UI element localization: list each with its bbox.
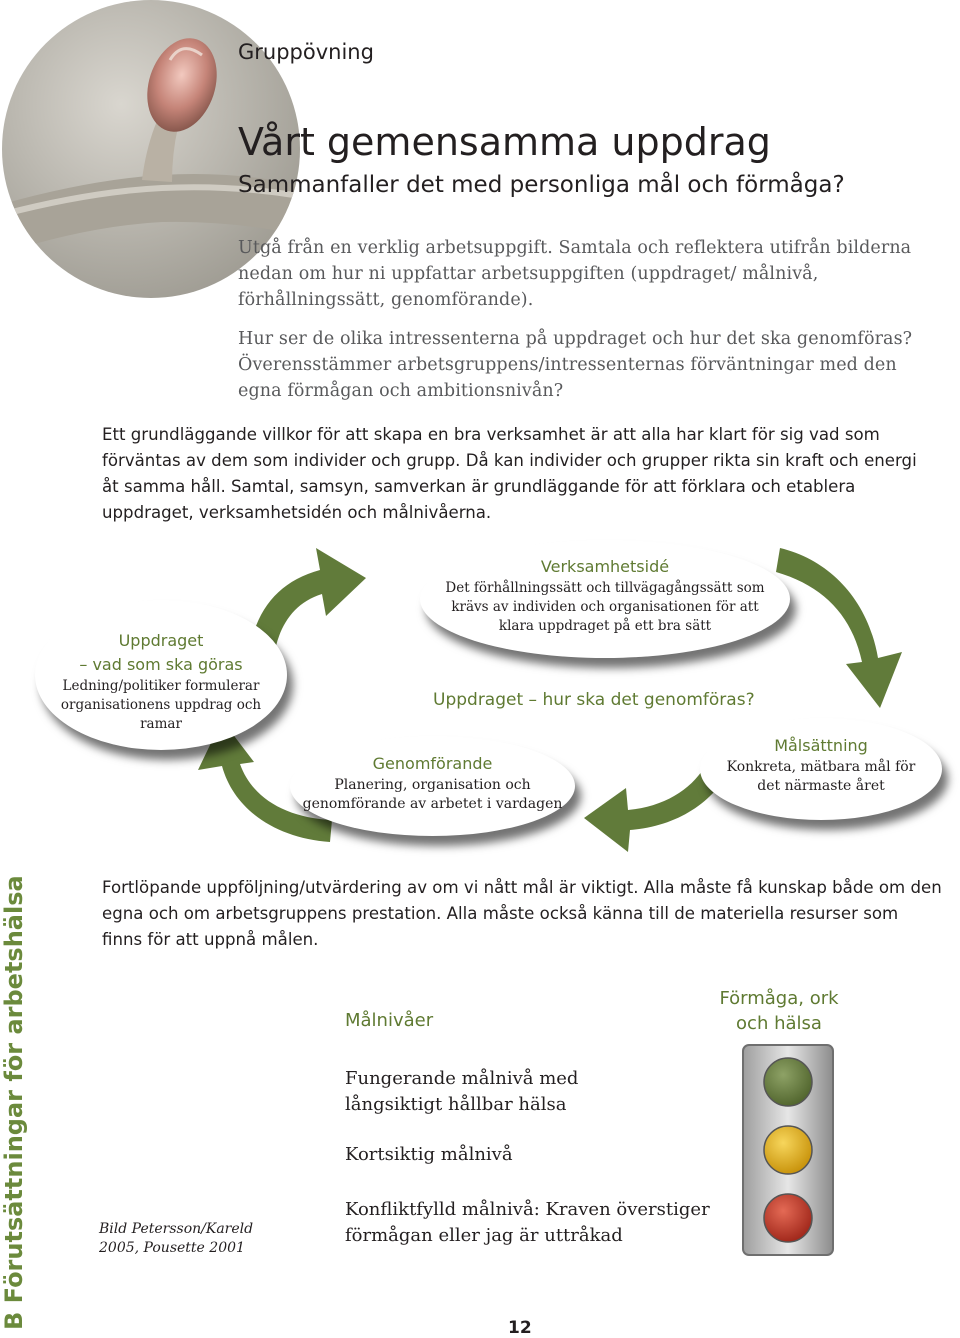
- traffic-light-label: Förmåga, ork och hälsa: [719, 988, 839, 1034]
- ellipse-malsattning: [700, 718, 942, 820]
- uppdraget-body: Ledning/politiker formulerar organisationens uppdrag och ramar: [60, 678, 262, 732]
- page-subtitle: Sammanfaller det med personliga mål och förmåga?: [238, 172, 845, 198]
- section-label: Gruppövning: [238, 40, 374, 64]
- yellow-light: [764, 1126, 812, 1174]
- side-label-container: [0, 810, 34, 1330]
- center-label: Uppdraget – hur ska det genomföras?: [433, 690, 755, 710]
- goal-level-yellow: Kortsiktig målnivå: [345, 1144, 513, 1165]
- malsattning-heading: Målsättning: [774, 736, 868, 755]
- image-source-credit: Bild Petersson/Kareld 2005, Pousette 2001: [99, 1221, 254, 1256]
- intro-paragraph: Utgå från en verklig arbetsuppgift. Samtala och reflektera utifrån bilderna nedan om hur ni uppfattar arbetsuppgiften (uppdraget/ målnivå, förhållningssätt, genomförande).: [238, 238, 912, 310]
- green-light: [764, 1058, 812, 1106]
- verksamhetside-body: Det förhållningssätt och tillvägagångssätt som krävs av individen och organisationen för att klara uppdraget på ett bra sätt: [445, 580, 765, 634]
- goal-level-green: Fungerande målnivå med långsiktigt hållbar hälsa: [345, 1068, 579, 1115]
- followup-paragraph: Fortlöpande uppföljning/utvärdering av om vi nått mål är viktigt. Alla måste få kunskap både om den egna och om arbetsgruppens prestation. Alla måste också känna till de materiella resurser som finns för att uppnå målen.: [102, 878, 942, 949]
- body-paragraph: Ett grundläggande villkor för att skapa en bra verksamhet är att alla har klart för sig vad som förväntas av dem som individer och grupp. Då kan individer och grupper rikta sin kraft och energi åt samma håll. Samtal, samsyn, samverkan är grundläggande för att förklara och etablera uppdraget, verksamhetsidén och målnivåerna.: [102, 425, 917, 522]
- arrow-down-right: [776, 548, 902, 708]
- ellipse-uppdraget: [35, 600, 287, 750]
- ellipse-verksamhetside: [420, 540, 790, 658]
- page-title: Vårt gemensamma uppdrag: [238, 120, 771, 164]
- genomforande-heading: Genomförande: [372, 754, 493, 773]
- uppdraget-subheading: – vad som ska göras: [79, 655, 243, 674]
- page-number: 12: [508, 1318, 532, 1338]
- traffic-light: [740, 1042, 836, 1258]
- verksamhetside-heading: Verksamhetsidé: [540, 557, 670, 576]
- uppdraget-heading: Uppdraget: [118, 631, 204, 650]
- red-light: [764, 1194, 812, 1242]
- side-chapter-label: B Förutsättningar för arbetshälsa: [0, 875, 28, 1330]
- ellipse-genomforande: [290, 736, 575, 836]
- genomforande-body: Planering, organisation och genomförande av arbetet i vardagen: [302, 777, 563, 812]
- malsattning-body: Konkreta, mätbara mål för det närmaste året: [726, 759, 916, 794]
- goal-levels-heading: Målnivåer: [345, 1010, 434, 1031]
- goal-level-red: Konfliktfylld målnivå: Kraven överstiger förmågan eller jag är uttråkad: [345, 1199, 710, 1246]
- intro-paragraph: Hur ser de olika intressenterna på uppdraget och hur det ska genomföras? Överensstämmer arbetsgruppens/intressenternas förväntningar med den egna förmågan och ambitionsnivån?: [238, 329, 913, 401]
- intro-text: [238, 235, 923, 417]
